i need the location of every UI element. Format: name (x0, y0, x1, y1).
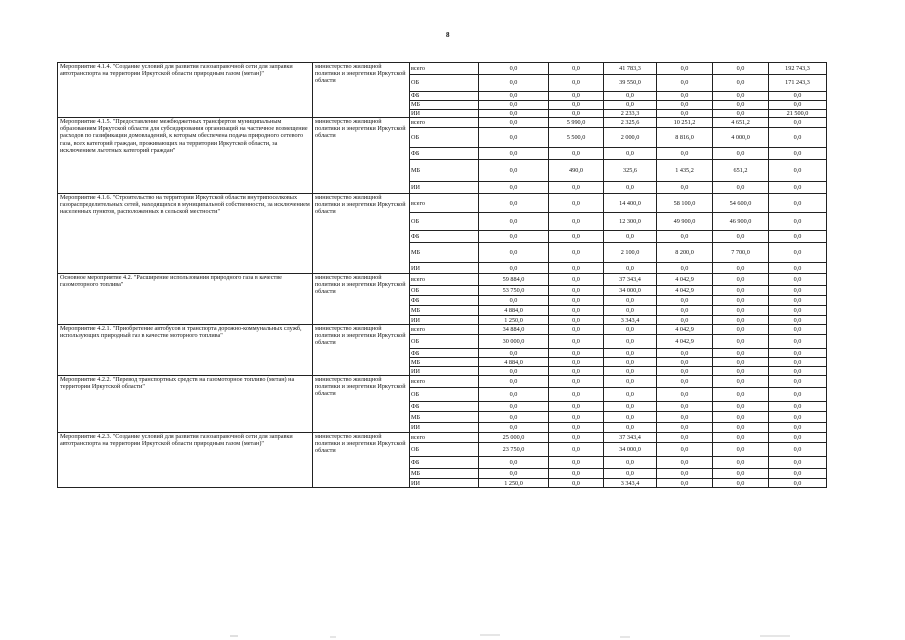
amount-cell: 0,0 (769, 325, 827, 335)
amount-cell: 0,0 (769, 388, 827, 402)
amount-cell: 0,0 (549, 412, 604, 423)
amount-cell: 0,0 (713, 412, 769, 423)
amount-cell: 0,0 (479, 412, 549, 423)
amount-cell: 0,0 (769, 316, 827, 325)
amount-cell: 0,0 (549, 263, 604, 274)
amount-cell: 0,0 (549, 194, 604, 213)
amount-cell: 0,0 (549, 335, 604, 349)
amount-cell: 0,0 (604, 325, 657, 335)
amount-cell: 0,0 (604, 412, 657, 423)
amount-cell: 4 884,0 (479, 306, 549, 316)
amount-cell: 651,2 (713, 160, 769, 182)
amount-cell: 0,0 (657, 92, 713, 101)
funding-source-cell: ОБ (410, 286, 479, 296)
amount-cell: 0,0 (769, 160, 827, 182)
amount-cell: 0,0 (479, 388, 549, 402)
amount-cell: 0,0 (769, 231, 827, 243)
amount-cell: 0,0 (549, 388, 604, 402)
amount-cell: 0,0 (604, 148, 657, 160)
amount-cell: 34 884,0 (479, 325, 549, 335)
amount-cell: 0,0 (549, 110, 604, 118)
amount-cell: 0,0 (769, 101, 827, 110)
funding-source-cell: ФБ (410, 457, 479, 469)
amount-cell: 0,0 (657, 412, 713, 423)
amount-cell: 3 343,4 (604, 316, 657, 325)
amount-cell: 0,0 (604, 306, 657, 316)
funding-source-cell: ОБ (410, 388, 479, 402)
amount-cell: 0,0 (657, 402, 713, 412)
amount-cell: 0,0 (657, 75, 713, 92)
amount-cell: 4 042,9 (657, 325, 713, 335)
executor-cell: министерство жилищной политики и энергетики Иркутской области (313, 194, 410, 274)
amount-cell: 53 750,0 (479, 286, 549, 296)
amount-cell: 0,0 (657, 469, 713, 479)
amount-cell: 0,0 (713, 101, 769, 110)
amount-cell: 8 816,0 (657, 128, 713, 148)
funding-source-cell: ФБ (410, 231, 479, 243)
activity-title: Мероприятие 4.2.2. "Перевод транспортных средств на газомоторное топливо (метан) на территории Иркутской области" (58, 376, 313, 433)
amount-cell: 0,0 (549, 325, 604, 335)
amount-cell: 7 700,0 (713, 243, 769, 263)
amount-cell: 0,0 (479, 423, 549, 433)
amount-cell: 4 884,0 (479, 358, 549, 367)
amount-cell: 0,0 (657, 263, 713, 274)
funding-source-cell: ОБ (410, 443, 479, 457)
amount-cell: 1 435,2 (657, 160, 713, 182)
amount-cell: 1 250,0 (479, 316, 549, 325)
funding-source-cell: ИИ (410, 316, 479, 325)
amount-cell: 0,0 (657, 316, 713, 325)
amount-cell: 0,0 (713, 110, 769, 118)
table-row (58, 325, 827, 335)
executor-cell: министерство жилищной политики и энергетики Иркутской области (313, 376, 410, 433)
table-row (58, 63, 827, 75)
amount-cell: 0,0 (549, 75, 604, 92)
amount-cell: 0,0 (657, 443, 713, 457)
amount-cell: 0,0 (479, 367, 549, 376)
activity-title: Мероприятие 4.2.1. "Приобретение автобусов и транспорта дорожно-коммунальных служб, использующих природный газ в качестве моторного топлива" (58, 325, 313, 376)
amount-cell: 0,0 (549, 231, 604, 243)
amount-cell: 0,0 (657, 479, 713, 488)
amount-cell: 49 900,0 (657, 213, 713, 231)
amount-cell: 0,0 (769, 118, 827, 128)
amount-cell: 0,0 (657, 101, 713, 110)
amount-cell: 0,0 (604, 388, 657, 402)
amount-cell: 46 900,0 (713, 213, 769, 231)
amount-cell: 171 243,3 (769, 75, 827, 92)
amount-cell: 0,0 (769, 423, 827, 433)
amount-cell: 0,0 (479, 469, 549, 479)
amount-cell: 0,0 (713, 63, 769, 75)
page-number: 8 (446, 31, 450, 39)
amount-cell: 4 042,9 (657, 335, 713, 349)
table-row (58, 118, 827, 128)
amount-cell: 0,0 (479, 63, 549, 75)
table-row (58, 376, 827, 388)
activity-title: Мероприятие 4.1.6. "Строительство на территории Иркутской области внутрипоселковых газораспределительных сетей, находящихся в муниципальной собственности, за исключением населенных пунктов, расположенных в сельской местности" (58, 194, 313, 274)
budget-table (57, 62, 827, 488)
funding-source-cell: ИИ (410, 423, 479, 433)
amount-cell: 0,0 (657, 457, 713, 469)
amount-cell: 14 400,0 (604, 194, 657, 213)
amount-cell: 0,0 (549, 443, 604, 457)
amount-cell: 0,0 (713, 367, 769, 376)
amount-cell: 0,0 (657, 110, 713, 118)
amount-cell: 0,0 (713, 457, 769, 469)
amount-cell: 59 884,0 (479, 274, 549, 286)
amount-cell: 0,0 (549, 358, 604, 367)
funding-source-cell: ФБ (410, 92, 479, 101)
amount-cell: 0,0 (769, 296, 827, 306)
amount-cell: 0,0 (713, 75, 769, 92)
amount-cell: 490,0 (549, 160, 604, 182)
amount-cell: 12 300,0 (604, 213, 657, 231)
amount-cell: 0,0 (479, 296, 549, 306)
amount-cell: 34 000,0 (604, 286, 657, 296)
amount-cell: 0,0 (604, 367, 657, 376)
amount-cell: 4 042,9 (657, 286, 713, 296)
amount-cell: 0,0 (479, 101, 549, 110)
table-row (58, 194, 827, 213)
amount-cell: 0,0 (604, 92, 657, 101)
amount-cell: 0,0 (769, 128, 827, 148)
amount-cell: 0,0 (769, 433, 827, 443)
amount-cell: 0,0 (604, 231, 657, 243)
funding-source-cell: МБ (410, 469, 479, 479)
amount-cell: 0,0 (657, 358, 713, 367)
amount-cell: 37 343,4 (604, 274, 657, 286)
funding-source-cell: МБ (410, 358, 479, 367)
amount-cell: 0,0 (713, 469, 769, 479)
amount-cell: 54 600,0 (713, 194, 769, 213)
amount-cell: 0,0 (769, 358, 827, 367)
amount-cell: 0,0 (769, 286, 827, 296)
amount-cell: 0,0 (657, 423, 713, 433)
amount-cell: 0,0 (657, 296, 713, 306)
funding-source-cell: ОБ (410, 213, 479, 231)
amount-cell: 0,0 (713, 325, 769, 335)
amount-cell: 0,0 (549, 63, 604, 75)
amount-cell: 0,0 (604, 101, 657, 110)
executor-cell: министерство жилищной политики и энергетики Иркутской области (313, 63, 410, 118)
amount-cell: 0,0 (604, 182, 657, 194)
funding-source-cell: ОБ (410, 128, 479, 148)
amount-cell: 0,0 (713, 274, 769, 286)
amount-cell: 5 500,0 (549, 128, 604, 148)
funding-source-cell: ИИ (410, 110, 479, 118)
funding-source-cell: МБ (410, 243, 479, 263)
activity-title: Мероприятие 4.1.4. "Создание условий для развития газозаправочной сети для заправки автотранспорта на территории Иркутской области природным газом (метан)" (58, 63, 313, 118)
amount-cell: 0,0 (657, 367, 713, 376)
amount-cell: 0,0 (657, 433, 713, 443)
funding-source-cell: МБ (410, 101, 479, 110)
amount-cell: 0,0 (713, 423, 769, 433)
amount-cell: 2 325,6 (604, 118, 657, 128)
amount-cell: 0,0 (479, 92, 549, 101)
activity-title: Мероприятие 4.1.5. "Предоставление межбюджетных трансфертов муниципальным образованиям Иркутской области для субсидирования организаций на частичное возмещение расходов по газификации домовладений, к которым обеспечена подача природного сетевого газа, всех категорий граждан, проживающих на территории Иркутской области, за исключением льготных категорий граждан" (58, 118, 313, 194)
amount-cell: 0,0 (604, 296, 657, 306)
amount-cell: 0,0 (713, 358, 769, 367)
amount-cell: 2 000,0 (604, 128, 657, 148)
amount-cell: 0,0 (549, 433, 604, 443)
amount-cell: 0,0 (713, 433, 769, 443)
amount-cell: 0,0 (713, 402, 769, 412)
amount-cell: 0,0 (769, 412, 827, 423)
amount-cell: 0,0 (549, 367, 604, 376)
amount-cell: 0,0 (713, 231, 769, 243)
amount-cell: 0,0 (604, 469, 657, 479)
amount-cell: 0,0 (713, 296, 769, 306)
amount-cell: 0,0 (657, 231, 713, 243)
amount-cell: 0,0 (549, 243, 604, 263)
funding-source-cell: всего (410, 118, 479, 128)
funding-source-cell: всего (410, 376, 479, 388)
amount-cell: 0,0 (479, 160, 549, 182)
amount-cell: 0,0 (769, 479, 827, 488)
amount-cell: 4 651,2 (713, 118, 769, 128)
amount-cell: 0,0 (769, 274, 827, 286)
amount-cell: 0,0 (769, 148, 827, 160)
amount-cell: 0,0 (479, 376, 549, 388)
amount-cell: 0,0 (769, 376, 827, 388)
amount-cell: 0,0 (549, 376, 604, 388)
amount-cell: 0,0 (479, 148, 549, 160)
amount-cell: 0,0 (479, 182, 549, 194)
scan-artifacts (0, 632, 905, 640)
funding-source-cell: всего (410, 433, 479, 443)
amount-cell: 0,0 (769, 306, 827, 316)
amount-cell: 0,0 (549, 469, 604, 479)
funding-source-cell: ИИ (410, 367, 479, 376)
amount-cell: 0,0 (769, 182, 827, 194)
amount-cell: 0,0 (549, 316, 604, 325)
amount-cell: 325,6 (604, 160, 657, 182)
funding-source-cell: МБ (410, 306, 479, 316)
amount-cell: 0,0 (479, 110, 549, 118)
amount-cell: 4 000,0 (713, 128, 769, 148)
funding-source-cell: ОБ (410, 75, 479, 92)
activity-title: Основное мероприятие 4.2. "Расширение использования природного газа в качестве газомоторного топлива" (58, 274, 313, 325)
funding-source-cell: ОБ (410, 335, 479, 349)
amount-cell: 0,0 (479, 75, 549, 92)
amount-cell: 0,0 (769, 402, 827, 412)
amount-cell: 0,0 (769, 469, 827, 479)
amount-cell: 0,0 (713, 335, 769, 349)
executor-cell: министерство жилищной политики и энергетики Иркутской области (313, 274, 410, 325)
amount-cell: 0,0 (713, 92, 769, 101)
amount-cell: 0,0 (604, 457, 657, 469)
amount-cell: 0,0 (657, 388, 713, 402)
funding-source-cell: всего (410, 274, 479, 286)
amount-cell: 0,0 (713, 286, 769, 296)
amount-cell: 0,0 (549, 296, 604, 306)
amount-cell: 0,0 (549, 349, 604, 358)
amount-cell: 8 200,0 (657, 243, 713, 263)
amount-cell: 0,0 (713, 306, 769, 316)
amount-cell: 0,0 (657, 349, 713, 358)
amount-cell: 37 343,4 (604, 433, 657, 443)
amount-cell: 0,0 (549, 423, 604, 433)
amount-cell: 0,0 (604, 335, 657, 349)
amount-cell: 0,0 (549, 274, 604, 286)
amount-cell: 0,0 (549, 92, 604, 101)
amount-cell: 0,0 (479, 118, 549, 128)
amount-cell: 0,0 (713, 263, 769, 274)
amount-cell: 0,0 (713, 148, 769, 160)
table-row (58, 274, 827, 286)
funding-source-cell: всего (410, 325, 479, 335)
activity-title: Мероприятие 4.2.3. "Создание условий для развития газозаправочной сети для заправки автотранспорта на территории Иркутской области природным газом (метан)" (58, 433, 313, 488)
amount-cell: 0,0 (657, 148, 713, 160)
amount-cell: 0,0 (713, 388, 769, 402)
amount-cell: 0,0 (769, 243, 827, 263)
amount-cell: 0,0 (604, 263, 657, 274)
amount-cell: 39 550,0 (604, 75, 657, 92)
amount-cell: 10 251,2 (657, 118, 713, 128)
amount-cell: 3 343,4 (604, 479, 657, 488)
amount-cell: 0,0 (657, 63, 713, 75)
amount-cell: 1 250,0 (479, 479, 549, 488)
amount-cell: 0,0 (549, 182, 604, 194)
amount-cell: 0,0 (713, 376, 769, 388)
amount-cell: 0,0 (769, 263, 827, 274)
funding-source-cell: ФБ (410, 402, 479, 412)
amount-cell: 0,0 (479, 231, 549, 243)
amount-cell: 0,0 (769, 367, 827, 376)
amount-cell: 0,0 (604, 349, 657, 358)
amount-cell: 192 743,3 (769, 63, 827, 75)
amount-cell: 0,0 (713, 479, 769, 488)
funding-source-cell: МБ (410, 160, 479, 182)
amount-cell: 0,0 (549, 213, 604, 231)
amount-cell: 0,0 (549, 286, 604, 296)
amount-cell: 4 042,9 (657, 274, 713, 286)
amount-cell: 0,0 (713, 443, 769, 457)
amount-cell: 0,0 (713, 349, 769, 358)
executor-cell: министерство жилищной политики и энергетики Иркутской области (313, 325, 410, 376)
funding-source-cell: ИИ (410, 263, 479, 274)
amount-cell: 0,0 (549, 101, 604, 110)
table-row (58, 433, 827, 443)
amount-cell: 0,0 (769, 349, 827, 358)
amount-cell: 0,0 (769, 92, 827, 101)
amount-cell: 0,0 (479, 402, 549, 412)
table-body (58, 63, 827, 488)
amount-cell: 58 100,0 (657, 194, 713, 213)
amount-cell: 0,0 (479, 194, 549, 213)
amount-cell: 0,0 (713, 182, 769, 194)
amount-cell: 0,0 (713, 316, 769, 325)
amount-cell: 21 500,0 (769, 110, 827, 118)
amount-cell: 2 100,0 (604, 243, 657, 263)
executor-cell: министерство жилищной политики и энергетики Иркутской области (313, 433, 410, 488)
amount-cell: 0,0 (479, 457, 549, 469)
amount-cell: 0,0 (657, 306, 713, 316)
funding-source-cell: ФБ (410, 349, 479, 358)
amount-cell: 0,0 (604, 402, 657, 412)
executor-cell: министерство жилищной политики и энергетики Иркутской области (313, 118, 410, 194)
amount-cell: 0,0 (769, 213, 827, 231)
amount-cell: 0,0 (479, 263, 549, 274)
funding-source-cell: ФБ (410, 148, 479, 160)
funding-source-cell: ФБ (410, 296, 479, 306)
funding-source-cell: всего (410, 63, 479, 75)
amount-cell: 0,0 (657, 376, 713, 388)
amount-cell: 0,0 (549, 457, 604, 469)
amount-cell: 0,0 (479, 243, 549, 263)
amount-cell: 0,0 (657, 182, 713, 194)
funding-source-cell: МБ (410, 412, 479, 423)
amount-cell: 0,0 (769, 443, 827, 457)
funding-source-cell: всего (410, 194, 479, 213)
amount-cell: 0,0 (479, 213, 549, 231)
amount-cell: 2 233,3 (604, 110, 657, 118)
funding-source-cell: ИИ (410, 479, 479, 488)
amount-cell: 0,0 (769, 194, 827, 213)
amount-cell: 0,0 (549, 479, 604, 488)
amount-cell: 0,0 (604, 358, 657, 367)
amount-cell: 5 990,0 (549, 118, 604, 128)
amount-cell: 30 000,0 (479, 335, 549, 349)
amount-cell: 0,0 (479, 128, 549, 148)
amount-cell: 23 750,0 (479, 443, 549, 457)
amount-cell: 0,0 (604, 376, 657, 388)
amount-cell: 0,0 (604, 423, 657, 433)
amount-cell: 41 783,3 (604, 63, 657, 75)
amount-cell: 0,0 (769, 335, 827, 349)
amount-cell: 0,0 (549, 148, 604, 160)
amount-cell: 0,0 (769, 457, 827, 469)
amount-cell: 34 000,0 (604, 443, 657, 457)
amount-cell: 0,0 (479, 349, 549, 358)
amount-cell: 0,0 (549, 402, 604, 412)
funding-source-cell: ИИ (410, 182, 479, 194)
amount-cell: 25 000,0 (479, 433, 549, 443)
amount-cell: 0,0 (549, 306, 604, 316)
